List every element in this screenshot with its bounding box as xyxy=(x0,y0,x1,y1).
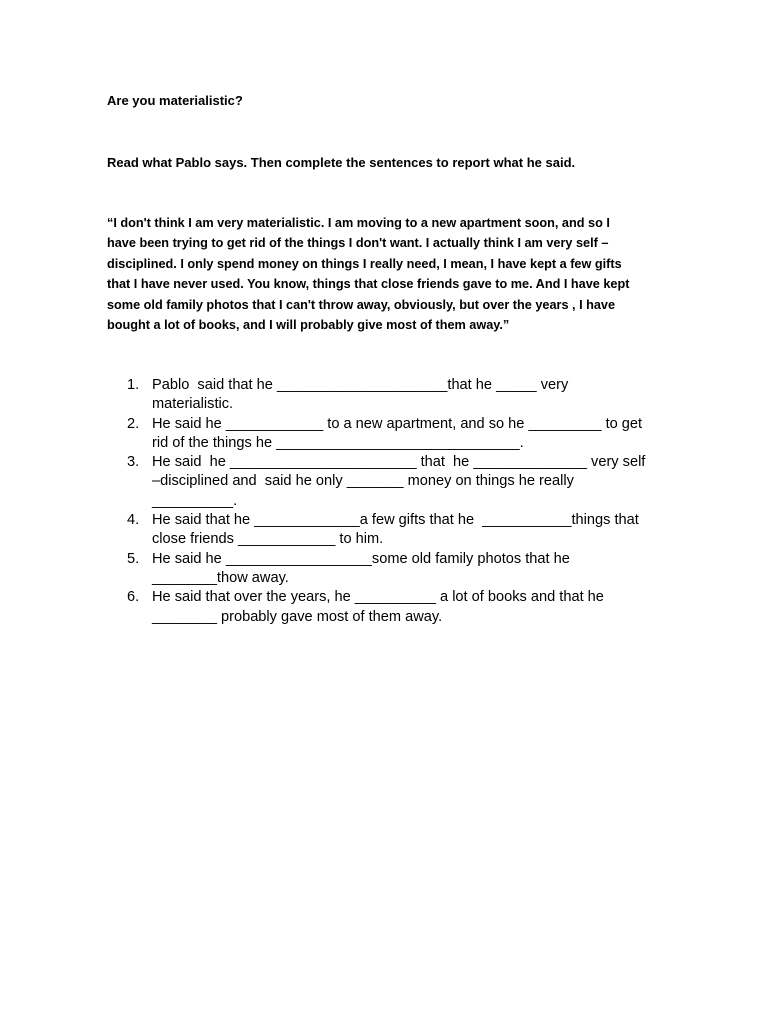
exercise-text-line: –disciplined and said he only _______ money on things he really xyxy=(152,473,574,490)
exercise-list xyxy=(127,376,687,627)
exercise-number: 1. xyxy=(127,377,140,393)
exercise-text-line: __________. xyxy=(152,492,238,509)
quote-line: bought a lot of books, and I will probably give most of them away.” xyxy=(107,318,510,333)
quote-line: some old family photos that I can't throw away, obviously, but over the years , I have xyxy=(107,297,616,312)
exercise-text-line: He said that he _____________a few gifts that he ___________things that xyxy=(152,512,639,529)
exercise-text-line: He said he __________________some old family photos that he xyxy=(152,550,570,567)
exercise-text-line: ________thow away. xyxy=(152,569,289,586)
worksheet-title: Are you materialistic? xyxy=(107,93,243,108)
pablo-quote xyxy=(107,213,667,335)
exercise-item-3 xyxy=(127,453,687,511)
exercise-text-line: ________ probably gave most of them away. xyxy=(152,608,443,625)
exercise-text-line: He said he _______________________ that he ______________ very self xyxy=(152,454,646,471)
exercise-item-1 xyxy=(127,376,687,415)
exercise-number: 5. xyxy=(127,550,140,567)
exercise-text-line: rid of the things he ______________________________. xyxy=(152,434,524,451)
exercise-item-5 xyxy=(127,550,687,589)
exercise-item-2 xyxy=(127,415,687,454)
worksheet-instructions: Read what Pablo says. Then complete the sentences to report what he said. xyxy=(107,155,576,170)
exercise-number: 3. xyxy=(127,454,140,471)
exercise-text-line: He said that over the years, he __________ a lot of books and that he xyxy=(152,589,604,606)
quote-line: that I have never used. You know, things that close friends gave to me. And I have kept xyxy=(107,277,630,292)
exercise-text-line: close friends ____________ to him. xyxy=(152,531,384,548)
exercise-number: 6. xyxy=(127,589,140,606)
quote-line: “I don't think I am very materialistic. I am moving to a new apartment soon, and so I xyxy=(107,216,610,230)
exercise-text-line: Pablo said that he _____________________that he _____ very xyxy=(152,377,569,393)
exercise-text-line: materialistic. xyxy=(152,396,234,413)
exercise-number: 2. xyxy=(127,415,140,432)
quote-line: disciplined. I only spend money on things I really need, I mean, I have kept a few gifts xyxy=(107,256,622,271)
exercise-number: 4. xyxy=(127,512,140,529)
exercise-item-6 xyxy=(127,588,687,627)
exercise-text-line: He said he ____________ to a new apartment, and so he _________ to get xyxy=(152,415,643,432)
quote-line: have been trying to get rid of the things I don't want. I actually think I am very self – xyxy=(107,236,609,251)
exercise-item-4 xyxy=(127,511,687,550)
